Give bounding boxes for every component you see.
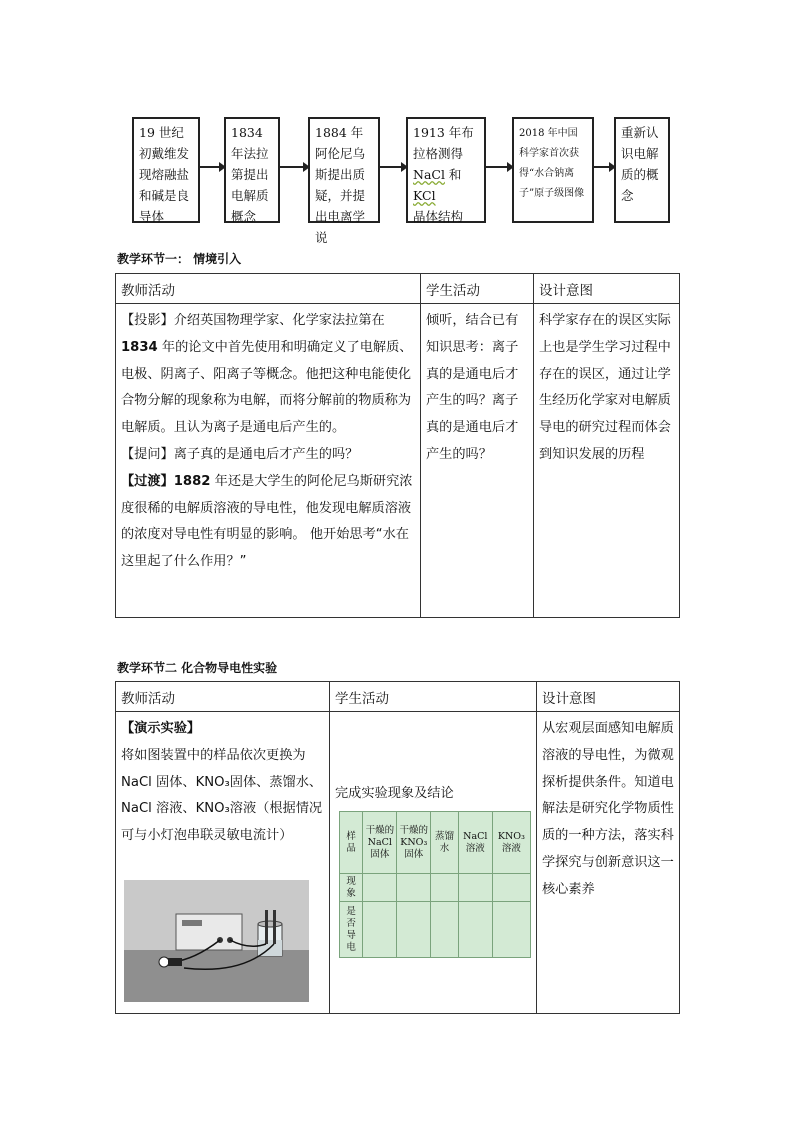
experiment-grid [339,811,531,958]
teacher-activity: 【演示实验】 将如图装置中的样品依次更换为 NaCl 固体、KNO₃固体、蒸馏水、NaCl 溶液、KNO₃溶液（根据情况可与小灯泡串联灵敏电流计） [116,712,330,1014]
grid-cell [492,874,530,902]
grid-cell [431,874,459,902]
header-student: 学生活动 [421,274,534,304]
grid-cell [458,902,492,958]
nacl-formula: NaCl [413,167,445,182]
arrow-right-icon [380,166,406,168]
student-activity: 完成实验现象及结论 样品 干燥的NaCl固体 干燥的KNO₃固体 蒸馏水 NaCl溶液 KNO₃溶液 现象 是否导电 [330,712,537,1014]
kcl-formula: KCl [413,188,436,203]
row-header-phenomenon: 现象 [340,874,363,902]
header-teacher: 教师活动 [116,682,330,712]
student-activity: 倾听，结合已有知识思考：离子真的是通电后才产生的吗？离子真的是通电后才产生的吗？ [421,304,534,618]
header-design: 设计意图 [537,682,680,712]
design-intent: 从宏观层面感知电解质溶液的导电性，为微观探析提供条件。知道电解法是研究化学物质性质的一种方法，落实科学探究与创新意识这一核心素养 [537,712,680,1014]
arrow-right-icon [200,166,224,168]
header-teacher: 教师活动 [116,274,421,304]
column-dry-kno3: 干燥的KNO₃固体 [397,812,431,874]
timeline-box-5: 2018 年中国科学家首次获得“水合钠离子”原子级图像 [512,117,594,223]
grid-cell [431,902,459,958]
arrow-right-icon [486,166,512,168]
column-dry-nacl: 干燥的NaCl固体 [363,812,397,874]
arrow-right-icon [594,166,614,168]
arrow-right-icon [280,166,308,168]
section-1-title: 教学环节一： 情境引入 [117,252,242,266]
timeline-box-6: 重新认识电解质的概念 [614,117,670,223]
grid-cell [458,874,492,902]
column-distilled-water: 蒸馏水 [431,812,459,874]
section-1-table [115,273,680,618]
grid-cell [492,902,530,958]
timeline-box-3: 1884 年阿伦尼乌斯提出质疑，并提出电离学说 [308,117,380,223]
conductivity-apparatus-icon [124,880,309,1002]
timeline-box-1: 19 世纪初戴维发现熔融盐和碱是良导体 [132,117,200,223]
row-header-sample: 样品 [340,812,363,874]
timeline-box-2: 1834 年法拉第提出电解质概念 [224,117,280,223]
design-intent: 科学家存在的误区实际上也是学生学习过程中存在的误区，通过让学生经历化学家对电解质导电的研究过程而体会到知识发展的历程 [534,304,680,618]
grid-cell [397,874,431,902]
column-kno3-solution: KNO₃溶液 [492,812,530,874]
timeline-box-4: 1913 年布拉格测得 NaCl 和 KCl 晶体结构 [406,117,486,223]
column-nacl-solution: NaCl溶液 [458,812,492,874]
grid-cell [363,874,397,902]
apparatus-photo [124,880,309,1002]
grid-cell [397,902,431,958]
section-2-title: 教学环节二 化合物导电性实验 [117,661,278,675]
grid-cell [363,902,397,958]
row-header-conductive: 是否导电 [340,902,363,958]
teacher-activity: 【投影】介绍英国物理学家、化学家法拉第在1834 年的论文中首先使用和明确定义了电解质、电极、阴离子、阳离子等概念。他把这种电能使化合物分解的现象称为电解，而将分解前的物质称为电解质。且认为离子是通电后产生的。 【提问】离子真的是通电后才产生的吗？ 【过渡】1882 年还是大学生的阿伦尼乌斯研究浓度很稀的电解质溶液的导电性，他发现电解质溶液的浓度对导电性有明显的影响。 他开始思考“水在这里起了什么作用？” [116,304,421,618]
header-student: 学生活动 [330,682,537,712]
header-design: 设计意图 [534,274,680,304]
